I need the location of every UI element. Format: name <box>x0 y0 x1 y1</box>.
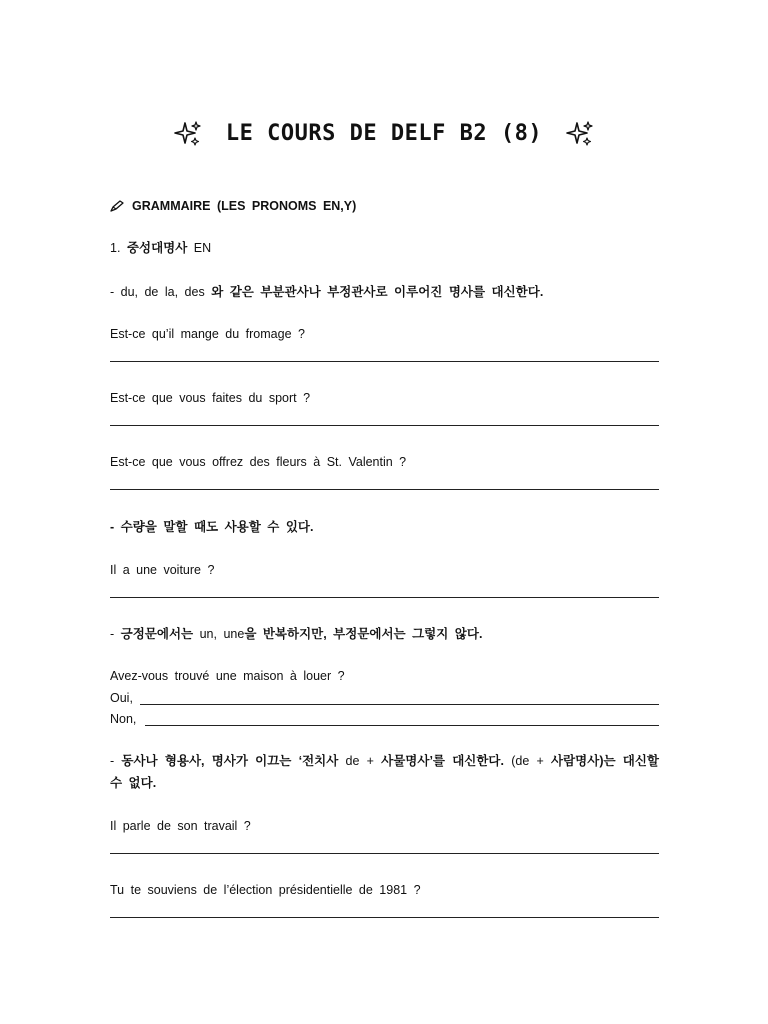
question-2: Est-ce que vous faites du sport ? <box>110 391 311 405</box>
rule-1 <box>110 283 543 301</box>
rule-3-mid: un, une <box>199 627 245 641</box>
rule-3-prefix: - <box>110 627 115 641</box>
rule-2: - 수량을 말할 때도 사용할 수 있다. <box>110 520 314 534</box>
question-7: Tu te souviens de l’élection présidentielle de 1981 ? <box>110 883 421 897</box>
rule-4-bold-c: 사람명사)는 대신할 수 없다. <box>110 754 659 790</box>
rule-4-bold-b: 사물명사’를 대신한다. <box>381 754 504 768</box>
rule-3-bold-a: 긍정문에서는 <box>120 627 194 641</box>
page-title <box>0 116 768 152</box>
answer-row-oui <box>110 689 659 707</box>
rule-1-prefix: - du, de la, des <box>110 285 205 299</box>
sparkles-icon <box>174 120 202 148</box>
subsection-label: 중성대명사 <box>126 241 188 255</box>
question-6: Il parle de son travail ? <box>110 819 251 833</box>
question-3: Est-ce que vous offrez des fleurs à St. Valentin ? <box>110 455 407 469</box>
subsection-number: 1. <box>110 241 121 255</box>
rule-3 <box>110 625 482 643</box>
subsection-heading <box>110 239 211 257</box>
subsection-label-rest: EN <box>193 241 212 255</box>
answer-non-label: Non, <box>110 712 137 726</box>
sparkles-icon <box>566 120 594 148</box>
rule-3-bold-b: 을 반복하지만, 부정문에서는 그렇지 않다. <box>244 627 483 641</box>
pencil-icon <box>110 200 124 212</box>
rule-4-bold-a: 동사나 형용사, 명사가 이끄는 ‘전치사 <box>121 754 339 768</box>
answer-oui-label: Oui, <box>110 691 133 705</box>
rule-4-mid-a: de + <box>345 754 374 768</box>
rule-4-prefix: - <box>110 754 115 768</box>
question-1: Est-ce qu’il mange du fromage ? <box>110 327 305 341</box>
section-heading <box>110 197 356 215</box>
answer-line-3[interactable] <box>110 489 659 490</box>
question-4: Il a une voiture ? <box>110 563 215 577</box>
answer-line-6[interactable] <box>110 853 659 854</box>
title-text: LE COURS DE DELF B2 (8) <box>225 121 543 146</box>
answer-row-non <box>110 710 659 728</box>
answer-oui-line[interactable] <box>140 704 659 705</box>
answer-line-2[interactable] <box>110 425 659 426</box>
rule-1-text: 와 같은 부분관사나 부정관사로 이루어진 명사를 대신한다. <box>211 285 544 299</box>
rule-4-mid-b: (de + <box>511 754 544 768</box>
rule-4 <box>110 750 659 794</box>
question-5: Avez-vous trouvé une maison à louer ? <box>110 669 345 683</box>
answer-line-7[interactable] <box>110 917 659 918</box>
answer-non-line[interactable] <box>145 725 659 726</box>
answer-line-4[interactable] <box>110 597 659 598</box>
section-heading-text: GRAMMAIRE (LES PRONOMS EN,Y) <box>132 199 357 213</box>
answer-line-1[interactable] <box>110 361 659 362</box>
